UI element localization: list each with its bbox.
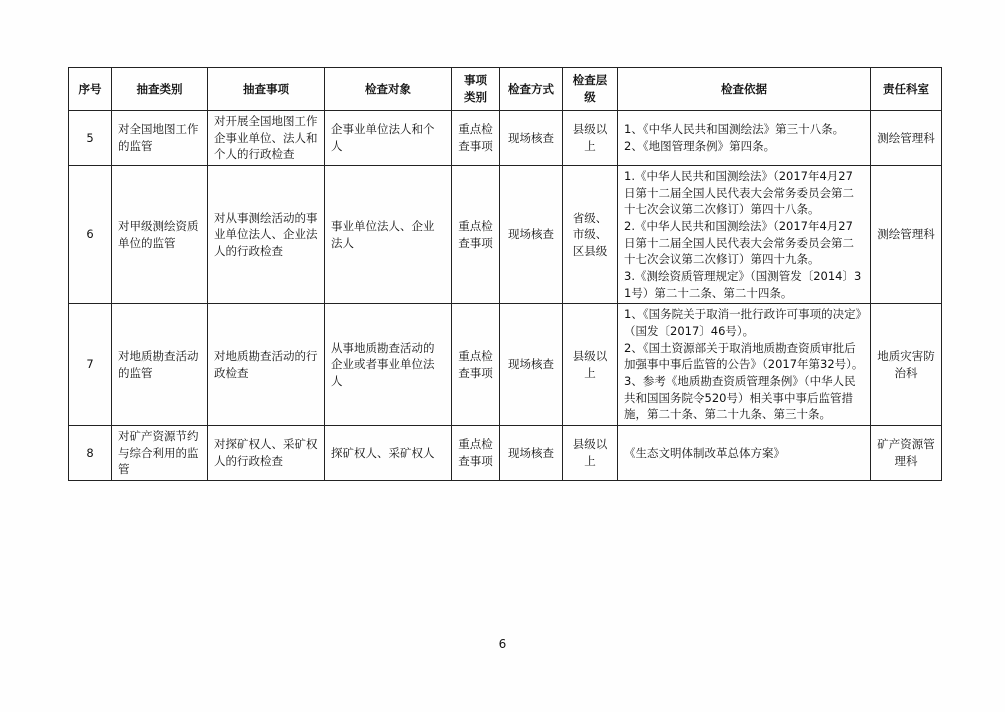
cell-no: 7 [69, 304, 112, 426]
cell-dept: 测绘管理科 [871, 111, 942, 166]
inspection-table [68, 67, 942, 481]
basis-line: 2、《国土资源部关于取消地质勘查资质审批后加强事中事后监管的公告》（2017年第32号）。 [624, 340, 864, 372]
cell-no: 8 [69, 426, 112, 481]
cell-type: 重点检查事项 [452, 304, 500, 426]
cell-target: 企事业单位法人和个人 [325, 111, 452, 166]
cell-basis [618, 426, 871, 481]
header-type: 事项 类别 [452, 68, 500, 111]
cell-category: 对全国地图工作的监管 [112, 111, 208, 166]
cell-target: 从事地质勘查活动的企业或者事业单位法人 [325, 304, 452, 426]
cell-no: 5 [69, 111, 112, 166]
header-dept: 责任科室 [871, 68, 942, 111]
basis-line: 3.《测绘资质管理规定》（国测管发〔2014〕31号）第二十二条、第二十四条。 [624, 269, 862, 300]
cell-category: 对地质勘查活动的监管 [112, 304, 208, 426]
basis-line: 1、《中华人民共和国测绘法》第三十八条。 [624, 122, 845, 137]
cell-item: 对从事测绘活动的事业单位法人、企业法人的行政检查 [208, 166, 325, 304]
cell-item: 对探矿权人、采矿权人的行政检查 [208, 426, 325, 481]
cell-method: 现场核查 [500, 111, 563, 166]
cell-level: 县级以上 [563, 111, 618, 166]
cell-target: 事业单位法人、企业法人 [325, 166, 452, 304]
header-no: 序号 [69, 68, 112, 111]
cell-dept: 矿产资源管理科 [871, 426, 942, 481]
cell-target: 探矿权人、采矿权人 [325, 426, 452, 481]
table-row [69, 304, 942, 426]
cell-method: 现场核查 [500, 426, 563, 481]
cell-category: 对甲级测绘资质单位的监管 [112, 166, 208, 304]
basis-line: 2、《地图管理条例》第四条。 [624, 139, 776, 153]
cell-method: 现场核查 [500, 304, 563, 426]
cell-basis [618, 304, 871, 426]
cell-type: 重点检查事项 [452, 166, 500, 304]
cell-item: 对开展全国地图工作企事业单位、法人和个人的行政检查 [208, 111, 325, 166]
header-basis: 检查依据 [618, 68, 871, 111]
cell-type: 重点检查事项 [452, 426, 500, 481]
cell-type: 重点检查事项 [452, 111, 500, 166]
header-method: 检查方式 [500, 68, 563, 111]
table-row [69, 166, 942, 304]
cell-basis [618, 166, 871, 304]
basis-line: 2.《中华人民共和国测绘法》（2017年4月27日第十二届全国人民代表大会常务委员会第二十七次会议第二次修订）第四十九条。 [624, 219, 854, 267]
basis-line: 1、《国务院关于取消一批行政许可事项的决定》（国发〔2017〕46号）。 [624, 307, 862, 339]
cell-no: 6 [69, 166, 112, 304]
cell-level: 县级以上 [563, 426, 618, 481]
header-target: 检查对象 [325, 68, 452, 111]
cell-dept: 测绘管理科 [871, 166, 942, 304]
basis-line: 1.《中华人民共和国测绘法》（2017年4月27日第十二届全国人民代表大会常务委员会第二十七次会议第二次修订）第四十八条。 [624, 169, 854, 217]
table-row [69, 426, 942, 481]
cell-basis [618, 111, 871, 166]
header-level: 检查层级 [563, 68, 618, 111]
basis-line: 3、参考《地质勘查资质管理条例》（中华人民共和国国务院令520号）相关事中事后监管措施，第二十条、第二十九条、第三十条。 [624, 374, 856, 422]
header-item: 抽查事项 [208, 68, 325, 111]
cell-item: 对地质勘查活动的行政检查 [208, 304, 325, 426]
cell-dept: 地质灾害防治科 [871, 304, 942, 426]
cell-method: 现场核查 [500, 166, 563, 304]
page-number: 6 [498, 637, 507, 651]
table-header-row [69, 68, 942, 111]
table-row [69, 111, 942, 166]
cell-category: 对矿产资源节约与综合利用的监管 [112, 426, 208, 481]
cell-level: 县级以上 [563, 304, 618, 426]
header-category: 抽查类别 [112, 68, 208, 111]
basis-line: 《生态文明体制改革总体方案》 [624, 445, 785, 460]
cell-level: 省级、市级、区县级 [563, 166, 618, 304]
